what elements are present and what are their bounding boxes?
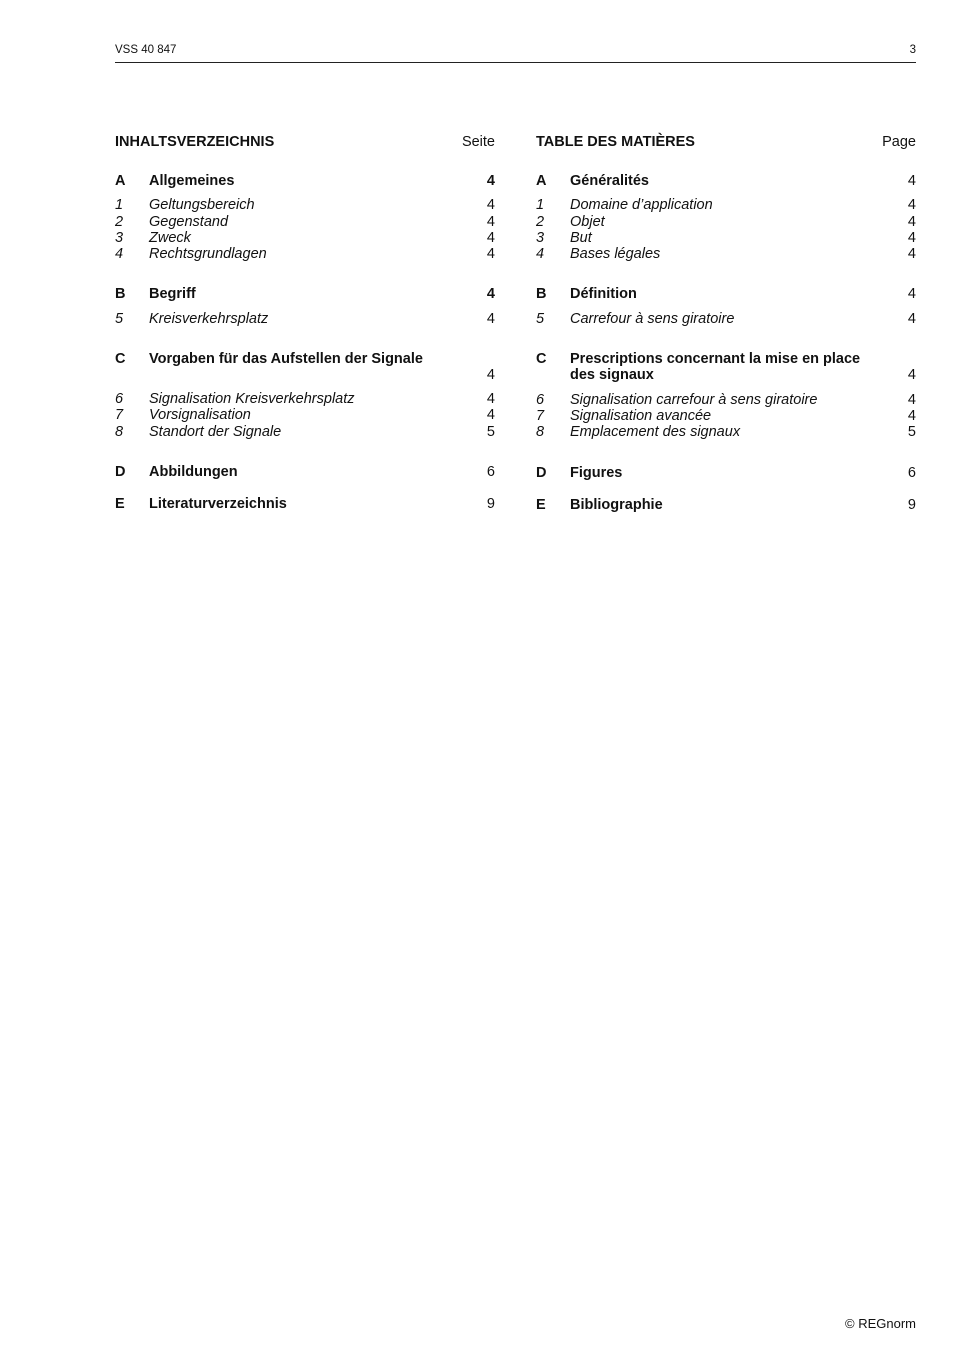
item-page: 4 [486,213,495,230]
section-page: 4 [486,366,495,383]
item-title: Carrefour à sens giratoire [570,310,735,327]
section-page: 4 [907,367,916,384]
toc-item [115,407,495,423]
toc-item [536,246,916,262]
toc-item [115,230,495,246]
item-number: 2 [536,213,545,230]
section-letter: B [115,286,126,303]
section-page: 4 [907,173,916,189]
section-title: Abbildungen [149,463,238,480]
section-title: Généralités [570,173,649,189]
toc-section [536,173,916,262]
item-number: 6 [536,391,545,408]
section-letter: A [115,173,126,189]
section-letter: D [115,463,126,480]
item-number: 1 [115,197,124,214]
toc-item [536,197,916,213]
section-letter: D [536,464,547,481]
item-title: Signalisation carrefour à sens giratoire [570,391,818,408]
toc-section [536,286,916,327]
toc-title: TABLE DES MATIÈRES [536,134,695,150]
section-title: Literaturverzeichnis [149,496,287,513]
toc-section [115,173,495,262]
item-page: 4 [907,229,916,246]
item-number: 3 [536,229,545,246]
item-number: 5 [115,310,124,327]
item-page: 4 [907,213,916,230]
item-page: 4 [907,407,916,424]
item-title: Rechtsgrundlagen [149,246,267,263]
toc-section [536,351,916,440]
toc-item [115,311,495,327]
toc-german [115,134,495,521]
toc-section [536,465,916,481]
item-title: Bases légales [570,246,661,263]
section-page: 6 [486,463,495,480]
toc-item [536,214,916,230]
item-number: 4 [536,246,545,263]
item-page: 4 [486,310,495,327]
section-title: Définition [570,286,637,303]
section-title: Figures [570,464,623,481]
toc-section-entry [115,351,495,383]
item-page: 4 [907,391,916,408]
toc-section-entry [536,497,916,513]
item-title: Zweck [149,229,191,246]
toc-section-entry [536,351,916,384]
toc-page-label: Seite [461,134,495,150]
section-page: 4 [907,286,916,303]
section-letter: E [115,496,125,513]
item-page: 4 [907,246,916,263]
toc-french-heading [536,134,916,154]
item-number: 8 [115,423,124,440]
section-title: Allgemeines [149,173,235,189]
toc-section [115,496,495,512]
item-title: Standort der Signale [149,423,282,440]
section-page: 9 [907,496,916,513]
item-title: Domaine d’application [570,197,713,214]
copyright-footer: © REGnorm [845,1316,916,1331]
toc-item [115,424,495,440]
item-title: Objet [570,213,605,230]
toc-section-entry [536,286,916,302]
item-page: 4 [907,197,916,214]
item-page: 4 [486,391,495,408]
section-title: Begriff [149,286,196,303]
toc-section-entry [115,464,495,480]
item-title: Signalisation avancée [570,407,712,424]
toc-french [536,134,916,521]
section-title: Vorgaben für das Aufstellen der Signale [149,351,423,368]
item-page: 5 [907,424,916,441]
toc-section [115,286,495,327]
item-number: 4 [115,246,124,263]
toc-page-label: Page [882,134,916,150]
toc-item [536,230,916,246]
toc-section-entry [115,286,495,302]
item-number: 1 [536,197,545,214]
item-title: But [570,229,592,246]
document-id: VSS 40 847 [115,44,177,56]
section-letter: E [536,496,546,513]
toc-section-entry [115,173,495,189]
item-title: Geltungsbereich [149,197,255,214]
section-page: 9 [486,496,495,513]
item-number: 8 [536,424,545,441]
toc-item [115,246,495,262]
section-letter: B [536,286,547,303]
section-letter: C [536,351,547,368]
toc-section-entry [536,465,916,481]
item-page: 4 [907,310,916,327]
item-title: Vorsignalisation [149,407,251,424]
item-number: 3 [115,229,124,246]
toc-item [536,408,916,424]
toc-section-entry [115,496,495,512]
toc-item [115,197,495,213]
item-page: 4 [486,229,495,246]
item-number: 7 [536,407,545,424]
item-number: 5 [536,310,545,327]
toc-item [115,391,495,407]
section-title: Prescriptions concernant la mise en place des signaux [570,351,861,384]
item-page: 4 [486,246,495,263]
toc-section [115,464,495,480]
toc-section [115,351,495,440]
section-page: 4 [486,286,495,303]
toc-title: INHALTSVERZEICHNIS [115,134,275,150]
page-number: 3 [909,44,916,56]
item-number: 6 [115,391,124,408]
item-title: Signalisation Kreisverkehrsplatz [149,391,355,408]
item-number: 2 [115,213,124,230]
item-title: Emplacement des signaux [570,424,741,441]
toc-item [536,392,916,408]
toc-section-entry [536,173,916,189]
item-number: 7 [115,407,124,424]
item-page: 4 [486,197,495,214]
item-page: 5 [486,423,495,440]
section-letter: A [536,173,547,189]
toc-section [536,497,916,513]
item-title: Gegenstand [149,213,229,230]
section-page: 6 [907,464,916,481]
toc-item [115,214,495,230]
item-title: Kreisverkehrsplatz [149,310,269,327]
toc-german-heading [115,134,495,154]
toc-item [536,424,916,440]
section-letter: C [115,351,126,368]
toc-item [536,311,916,327]
item-page: 4 [486,407,495,424]
page-header [115,44,916,63]
section-title: Bibliographie [570,496,663,513]
section-page: 4 [486,173,495,189]
